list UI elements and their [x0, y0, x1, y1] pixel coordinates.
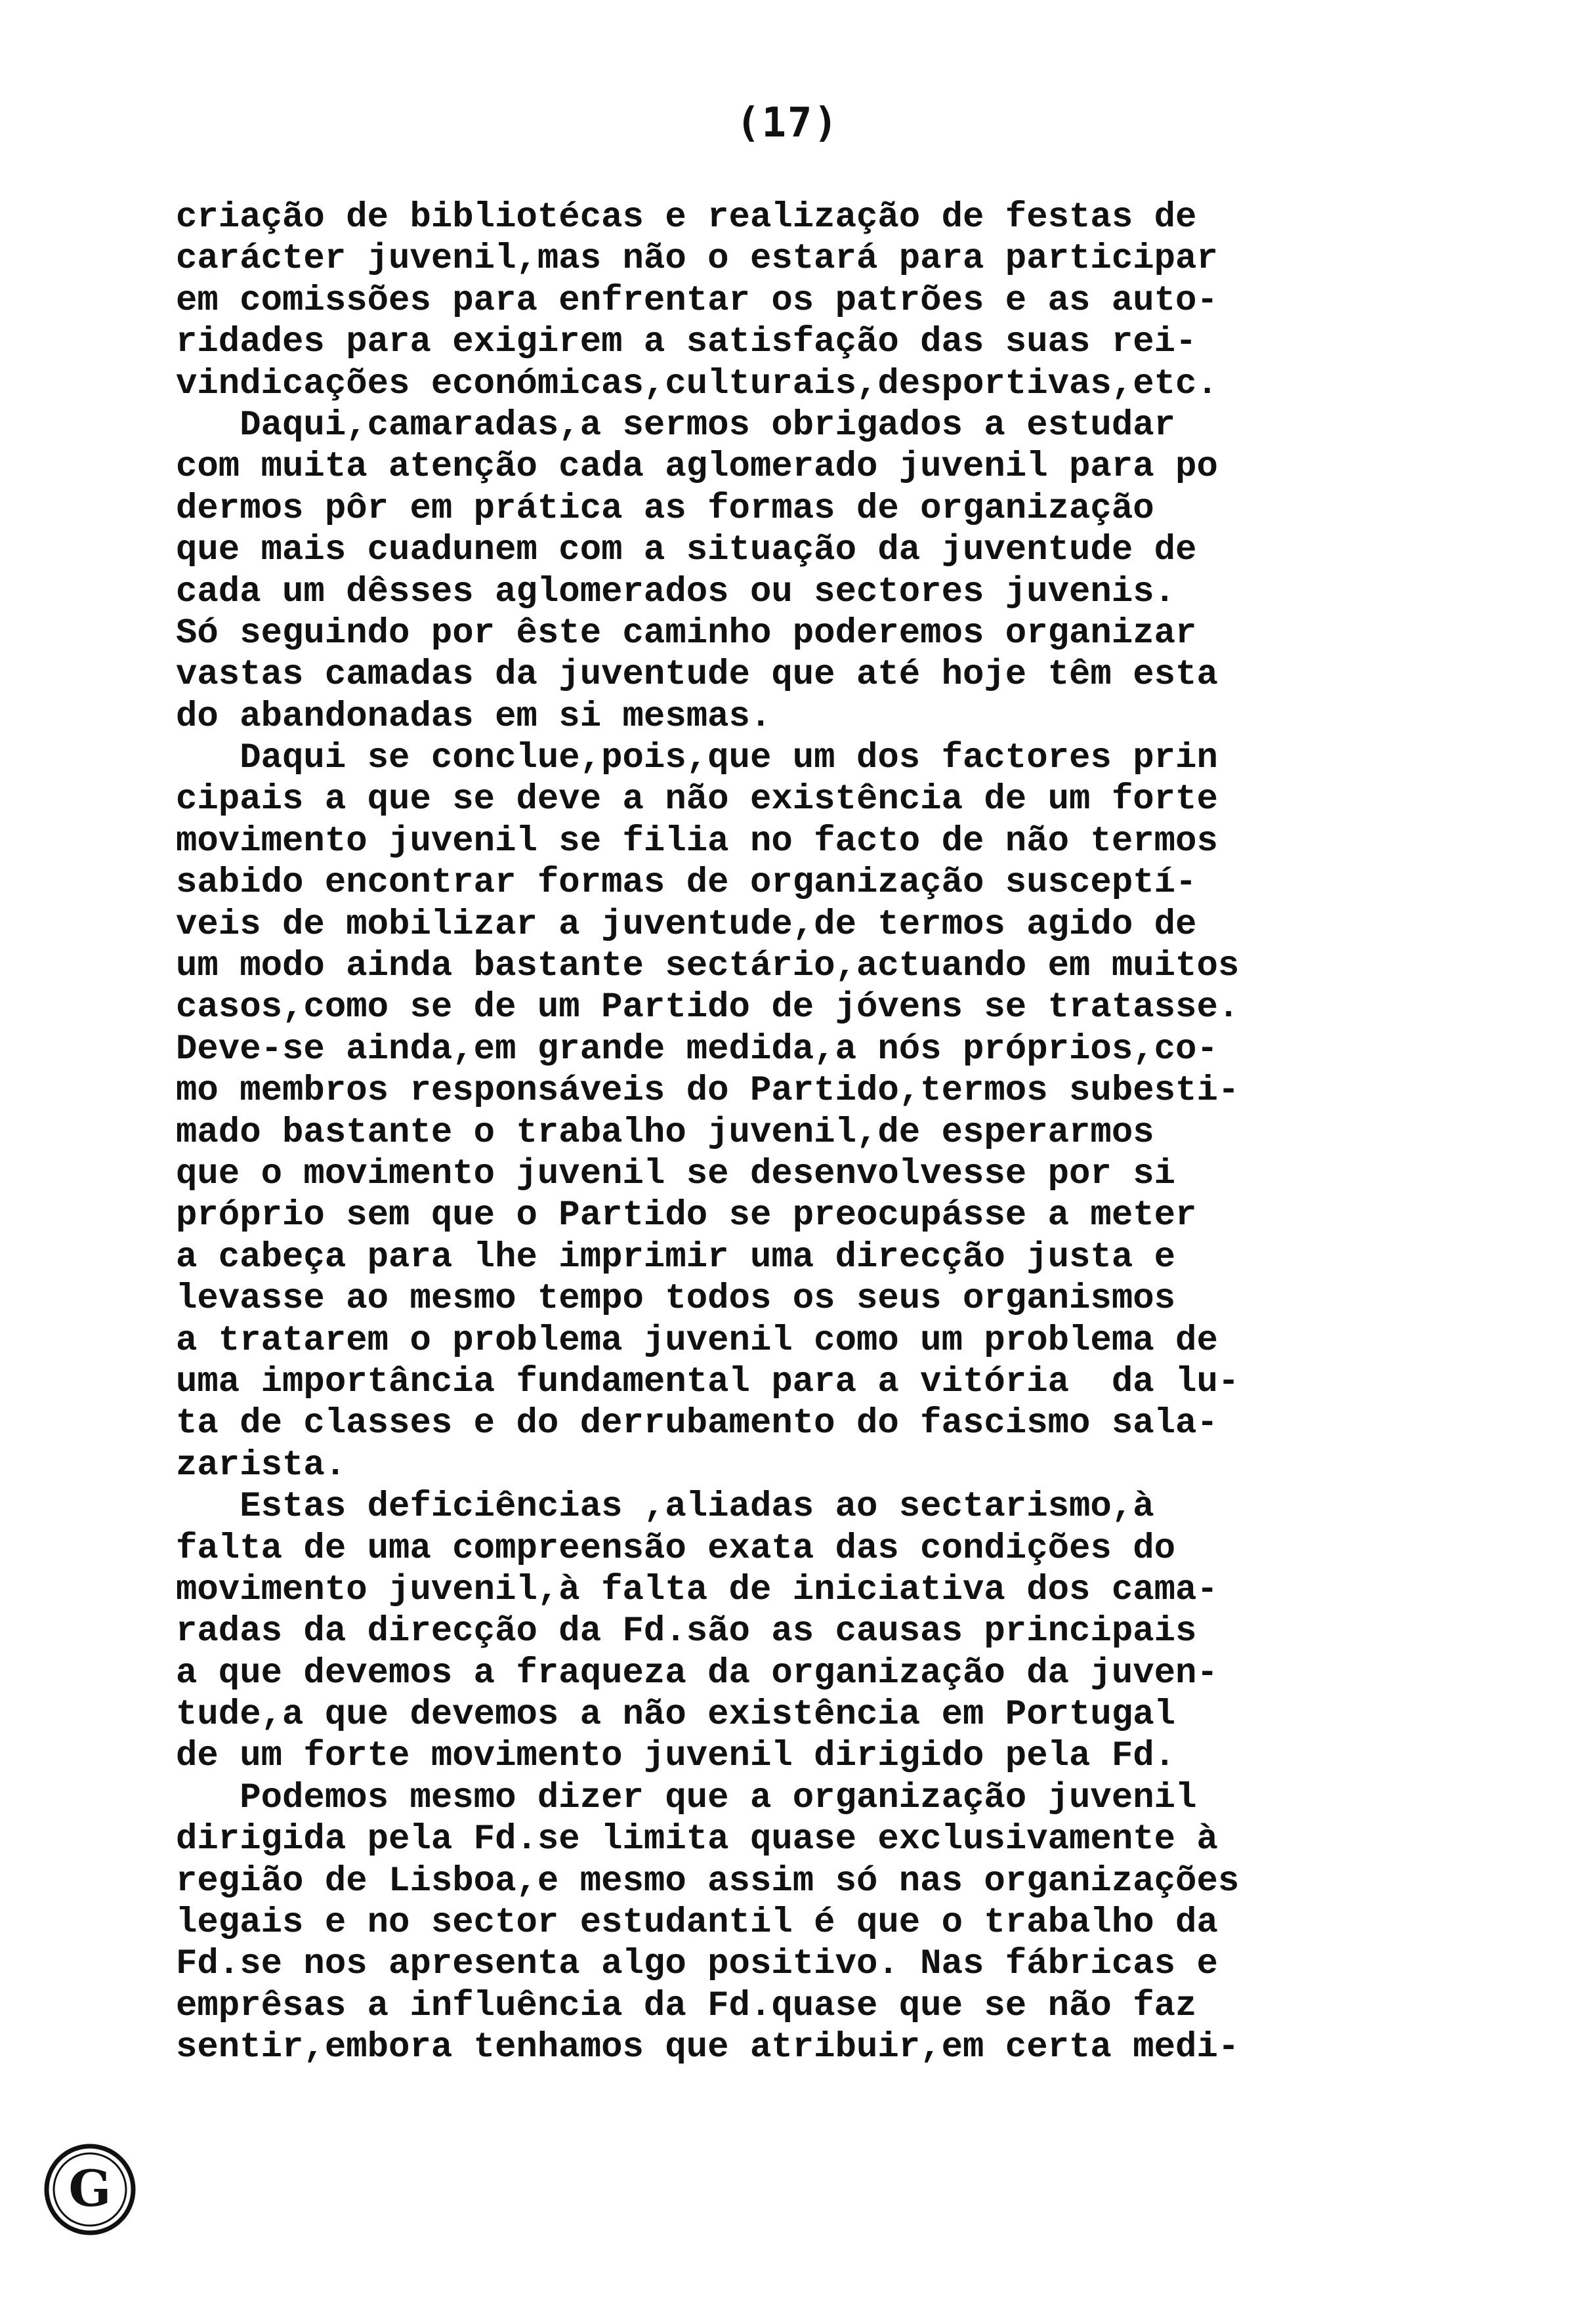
text-line: que mais cuadunem com a situação da juventude de [176, 530, 1197, 571]
text-line: tude,a que devemos a não existência em Portugal [176, 1695, 1176, 1735]
text-line: movimento juvenil se filia no facto de não termos [176, 821, 1218, 861]
text-line: movimento juvenil,à falta de iniciativa dos cama- [176, 1569, 1218, 1610]
text-line: ridades para exigirem a satisfação das suas rei- [176, 322, 1197, 363]
text-line: sentir,embora tenhamos que atribuir,em certa medi- [176, 2027, 1240, 2068]
text-line: Fd.se nos apresenta algo positivo. Nas fábricas e [176, 1944, 1218, 1985]
text-line: zarista. [176, 1445, 346, 1485]
text-line: radas da direcção da Fd.são as causas principais [176, 1611, 1197, 1652]
text-line: casos,como se de um Partido de jóvens se tratasse. [176, 987, 1240, 1028]
text-line: região de Lisboa,e mesmo assim só nas organizações [176, 1861, 1240, 1901]
text-line: Podemos mesmo dizer que a organização juvenil [176, 1777, 1197, 1818]
text-line: a tratarem o problema juvenil como um problema de [176, 1320, 1218, 1361]
text-line: vindicações económicas,culturais,desportivas,etc. [176, 363, 1218, 404]
text-line: a que devemos a fraqueza da organização da juven- [176, 1653, 1218, 1693]
text-line: emprêsas a influência da Fd.quase que se não faz [176, 1985, 1197, 2026]
text-line: Daqui,camaradas,a sermos obrigados a estudar [176, 405, 1176, 446]
text-line: falta de uma compreensão exata das condições do [176, 1528, 1176, 1569]
archive-stamp-icon [41, 2140, 139, 2239]
text-line: dirigida pela Fd.se limita quase exclusivamente à [176, 1819, 1218, 1860]
text-line: com muita atenção cada aglomerado juvenil para po [176, 447, 1218, 488]
text-line: Deve-se ainda,em grande medida,a nós próprios,co- [176, 1029, 1218, 1069]
text-line: Só seguindo por êste caminho poderemos organizar [176, 613, 1197, 654]
text-line: carácter juvenil,mas não o estará para participar [176, 239, 1218, 280]
text-line: próprio sem que o Partido se preocupásse a meter [176, 1195, 1197, 1236]
text-line: em comissões para enfrentar os patrões e as auto- [176, 280, 1218, 321]
text-line: mado bastante o trabalho juvenil,de esperarmos [176, 1112, 1154, 1153]
text-line: Daqui se conclue,pois,que um dos factores prin [176, 738, 1218, 779]
text-line: veis de mobilizar a juventude,de termos agido de [176, 904, 1197, 945]
text-line: cada um dêsses aglomerados ou sectores juvenis. [176, 571, 1176, 612]
text-line: de um forte movimento juvenil dirigido pela Fd. [176, 1736, 1176, 1777]
text-line: mo membros responsáveis do Partido,termos subesti- [176, 1071, 1240, 1111]
text-line: que o movimento juvenil se desenvolvesse por si [176, 1153, 1176, 1194]
text-line: vastas camadas da juventude que até hoje têm esta [176, 655, 1218, 695]
text-line: levasse ao mesmo tempo todos os seus organismos [176, 1279, 1176, 1319]
text-line: do abandonadas em si mesmas. [176, 696, 772, 737]
text-line: um modo ainda bastante sectário,actuando em muitos [176, 946, 1240, 987]
text-line: ta de classes e do derrubamento do fascismo sala- [176, 1403, 1218, 1444]
text-line: uma importância fundamental para a vitória da lu- [176, 1361, 1240, 1402]
text-line: sabido encontrar formas de organização susceptí- [176, 863, 1197, 903]
body-text [176, 197, 1482, 2069]
text-line: criação de bibliotécas e realização de festas de [176, 197, 1197, 238]
text-line: a cabeça para lhe imprimir uma direcção justa e [176, 1237, 1176, 1277]
text-line: legais e no sector estudantil é que o trabalho da [176, 1903, 1218, 1943]
text-line: Estas deficiências ,aliadas ao sectarismo,à [176, 1487, 1154, 1527]
text-line: dermos pôr em prática as formas de organização [176, 488, 1154, 529]
stamp-letter: G [68, 2159, 112, 2218]
text-line: cipais a que se deve a não existência de um forte [176, 779, 1218, 820]
page-number: (17) [736, 98, 839, 146]
